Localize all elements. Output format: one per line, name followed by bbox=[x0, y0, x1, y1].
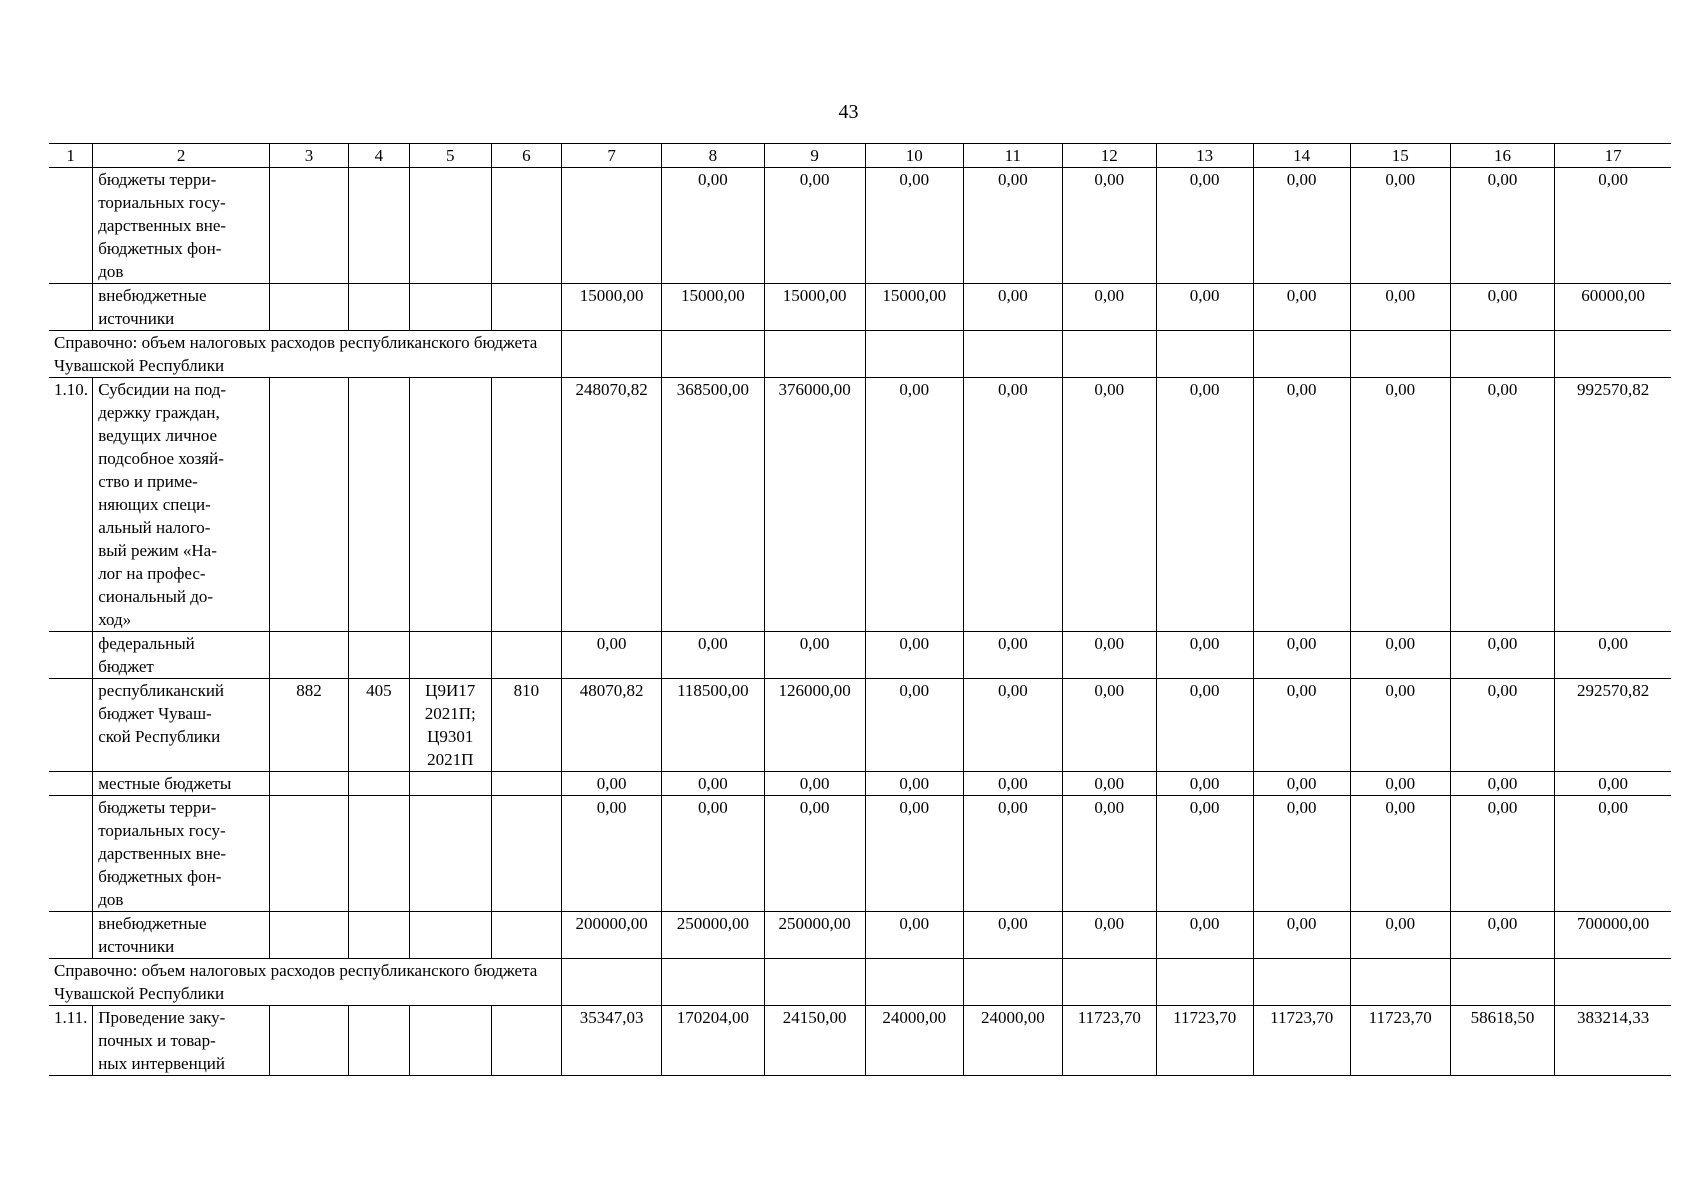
value-cell: 0,00 bbox=[1450, 284, 1554, 331]
value-cell bbox=[1156, 331, 1253, 378]
value-cell: 15000,00 bbox=[562, 284, 662, 331]
value-cell: 0,00 bbox=[1450, 378, 1554, 632]
value-cell: 0,00 bbox=[1450, 772, 1554, 796]
value-cell: 0,00 bbox=[764, 168, 865, 284]
vr-code-cell bbox=[491, 632, 561, 679]
csr-code-cell bbox=[409, 284, 491, 331]
value-cell bbox=[662, 331, 764, 378]
csr-code-cell bbox=[409, 632, 491, 679]
column-header-12: 12 bbox=[1062, 144, 1156, 168]
column-header-3: 3 bbox=[270, 144, 349, 168]
value-cell: 0,00 bbox=[1450, 912, 1554, 959]
budget-table bbox=[49, 143, 1671, 1076]
vr-code-cell bbox=[491, 1006, 561, 1076]
vr-code-cell bbox=[491, 796, 561, 912]
table-row bbox=[49, 912, 1671, 959]
table-row bbox=[49, 331, 1671, 378]
column-header-11: 11 bbox=[963, 144, 1062, 168]
value-cell bbox=[1062, 959, 1156, 1006]
value-cell: 0,00 bbox=[1156, 912, 1253, 959]
row-name-cell: Проведение заку- почных и товар- ных интервенций bbox=[93, 1006, 270, 1076]
value-cell: 248070,82 bbox=[562, 378, 662, 632]
value-cell: 0,00 bbox=[963, 772, 1062, 796]
value-cell bbox=[1253, 959, 1350, 1006]
value-cell bbox=[1555, 959, 1671, 1006]
value-cell: 0,00 bbox=[1062, 632, 1156, 679]
table-row bbox=[49, 1006, 1671, 1076]
csr-code-cell bbox=[409, 168, 491, 284]
value-cell bbox=[865, 331, 963, 378]
row-number-cell bbox=[49, 796, 93, 912]
value-cell: 0,00 bbox=[963, 284, 1062, 331]
column-header-14: 14 bbox=[1253, 144, 1350, 168]
value-cell: 0,00 bbox=[1555, 632, 1671, 679]
value-cell: 0,00 bbox=[1156, 378, 1253, 632]
gr-code-cell bbox=[270, 1006, 349, 1076]
value-cell: 0,00 bbox=[963, 796, 1062, 912]
value-cell: 0,00 bbox=[865, 168, 963, 284]
value-cell: 126000,00 bbox=[764, 679, 865, 772]
value-cell: 0,00 bbox=[1062, 796, 1156, 912]
value-cell: 0,00 bbox=[562, 632, 662, 679]
value-cell bbox=[1062, 331, 1156, 378]
reference-note-cell: Справочно: объем налоговых расходов республиканского бюджета Чувашской Республики bbox=[49, 959, 562, 1006]
csr-code-cell bbox=[409, 772, 491, 796]
row-name-cell: республиканский бюджет Чуваш- ской Республики bbox=[93, 679, 270, 772]
value-cell bbox=[764, 959, 865, 1006]
column-header-8: 8 bbox=[662, 144, 764, 168]
rz-pr-code-cell bbox=[348, 912, 409, 959]
value-cell: 0,00 bbox=[1350, 912, 1450, 959]
value-cell: 0,00 bbox=[1350, 378, 1450, 632]
column-header-13: 13 bbox=[1156, 144, 1253, 168]
value-cell: 0,00 bbox=[1350, 679, 1450, 772]
value-cell: 15000,00 bbox=[662, 284, 764, 331]
value-cell: 0,00 bbox=[865, 679, 963, 772]
table-row bbox=[49, 378, 1671, 632]
value-cell bbox=[1253, 331, 1350, 378]
value-cell: 24150,00 bbox=[764, 1006, 865, 1076]
value-cell: 0,00 bbox=[1350, 772, 1450, 796]
value-cell: 368500,00 bbox=[662, 378, 764, 632]
value-cell bbox=[1450, 959, 1554, 1006]
row-number-cell: 1.11. bbox=[49, 1006, 93, 1076]
page-number: 43 bbox=[838, 101, 859, 123]
value-cell: 0,00 bbox=[1156, 632, 1253, 679]
value-cell: 0,00 bbox=[1350, 284, 1450, 331]
value-cell: 118500,00 bbox=[662, 679, 764, 772]
value-cell: 24000,00 bbox=[963, 1006, 1062, 1076]
rz-pr-code-cell bbox=[348, 284, 409, 331]
column-header-17: 17 bbox=[1555, 144, 1671, 168]
value-cell: 0,00 bbox=[963, 912, 1062, 959]
vr-code-cell bbox=[491, 284, 561, 331]
value-cell bbox=[1350, 959, 1450, 1006]
value-cell: 58618,50 bbox=[1450, 1006, 1554, 1076]
value-cell: 0,00 bbox=[963, 168, 1062, 284]
value-cell: 0,00 bbox=[1253, 912, 1350, 959]
value-cell: 0,00 bbox=[1253, 632, 1350, 679]
rz-pr-code-cell bbox=[348, 378, 409, 632]
column-header-9: 9 bbox=[764, 144, 865, 168]
gr-code-cell bbox=[270, 632, 349, 679]
column-header-7: 7 bbox=[562, 144, 662, 168]
value-cell: 0,00 bbox=[1555, 772, 1671, 796]
row-name-cell: бюджеты терри- ториальных госу- дарственных вне- бюджетных фон- дов bbox=[93, 168, 270, 284]
row-name-cell: местные бюджеты bbox=[93, 772, 270, 796]
value-cell bbox=[963, 959, 1062, 1006]
reference-note-cell: Справочно: объем налоговых расходов республиканского бюджета Чувашской Республики bbox=[49, 331, 562, 378]
value-cell bbox=[1555, 331, 1671, 378]
vr-code-cell bbox=[491, 168, 561, 284]
value-cell: 0,00 bbox=[662, 168, 764, 284]
gr-code-cell bbox=[270, 912, 349, 959]
gr-code-cell: 882 bbox=[270, 679, 349, 772]
gr-code-cell bbox=[270, 168, 349, 284]
value-cell: 0,00 bbox=[764, 796, 865, 912]
value-cell: 11723,70 bbox=[1350, 1006, 1450, 1076]
value-cell: 35347,03 bbox=[562, 1006, 662, 1076]
value-cell: 992570,82 bbox=[1555, 378, 1671, 632]
value-cell: 0,00 bbox=[1156, 679, 1253, 772]
row-name-cell: федеральный бюджет bbox=[93, 632, 270, 679]
value-cell: 15000,00 bbox=[865, 284, 963, 331]
row-number-cell: 1.10. bbox=[49, 378, 93, 632]
value-cell: 376000,00 bbox=[764, 378, 865, 632]
value-cell: 11723,70 bbox=[1253, 1006, 1350, 1076]
row-number-cell bbox=[49, 632, 93, 679]
csr-code-cell bbox=[409, 1006, 491, 1076]
value-cell: 0,00 bbox=[1450, 168, 1554, 284]
value-cell: 0,00 bbox=[662, 772, 764, 796]
value-cell: 0,00 bbox=[963, 378, 1062, 632]
value-cell: 0,00 bbox=[963, 632, 1062, 679]
column-header-5: 5 bbox=[409, 144, 491, 168]
value-cell: 0,00 bbox=[865, 912, 963, 959]
value-cell: 0,00 bbox=[1350, 632, 1450, 679]
row-name-cell: Субсидии на под- держку граждан, ведущих личное подсобное хозяй- ство и приме- няющих специ- альный налого- вый режим «На- лог на профес- сиональный до- ход» bbox=[93, 378, 270, 632]
rz-pr-code-cell bbox=[348, 772, 409, 796]
column-header-6: 6 bbox=[491, 144, 561, 168]
value-cell: 15000,00 bbox=[764, 284, 865, 331]
value-cell: 200000,00 bbox=[562, 912, 662, 959]
value-cell: 0,00 bbox=[1062, 772, 1156, 796]
rz-pr-code-cell bbox=[348, 632, 409, 679]
row-name-cell: внебюджетные источники bbox=[93, 912, 270, 959]
value-cell: 0,00 bbox=[865, 772, 963, 796]
column-header-16: 16 bbox=[1450, 144, 1554, 168]
value-cell: 0,00 bbox=[1555, 168, 1671, 284]
row-number-cell bbox=[49, 168, 93, 284]
value-cell: 0,00 bbox=[1062, 378, 1156, 632]
row-name-cell: внебюджетные источники bbox=[93, 284, 270, 331]
vr-code-cell bbox=[491, 912, 561, 959]
value-cell: 383214,33 bbox=[1555, 1006, 1671, 1076]
vr-code-cell bbox=[491, 378, 561, 632]
rz-pr-code-cell bbox=[348, 1006, 409, 1076]
value-cell: 24000,00 bbox=[865, 1006, 963, 1076]
rz-pr-code-cell bbox=[348, 796, 409, 912]
value-cell: 0,00 bbox=[1450, 796, 1554, 912]
value-cell: 0,00 bbox=[865, 796, 963, 912]
value-cell: 250000,00 bbox=[764, 912, 865, 959]
table-row bbox=[49, 284, 1671, 331]
vr-code-cell bbox=[491, 772, 561, 796]
table-row bbox=[49, 679, 1671, 772]
table-row bbox=[49, 632, 1671, 679]
value-cell: 0,00 bbox=[764, 772, 865, 796]
value-cell: 0,00 bbox=[1350, 796, 1450, 912]
csr-code-cell bbox=[409, 796, 491, 912]
value-cell: 0,00 bbox=[1156, 796, 1253, 912]
value-cell: 0,00 bbox=[963, 679, 1062, 772]
value-cell: 0,00 bbox=[1350, 168, 1450, 284]
value-cell bbox=[562, 168, 662, 284]
row-name-cell: бюджеты терри- ториальных госу- дарственных вне- бюджетных фон- дов bbox=[93, 796, 270, 912]
value-cell: 700000,00 bbox=[1555, 912, 1671, 959]
value-cell: 0,00 bbox=[1156, 772, 1253, 796]
csr-code-cell bbox=[409, 378, 491, 632]
gr-code-cell bbox=[270, 796, 349, 912]
value-cell: 0,00 bbox=[865, 378, 963, 632]
value-cell: 0,00 bbox=[1253, 168, 1350, 284]
gr-code-cell bbox=[270, 284, 349, 331]
value-cell: 170204,00 bbox=[662, 1006, 764, 1076]
value-cell: 60000,00 bbox=[1555, 284, 1671, 331]
value-cell bbox=[562, 959, 662, 1006]
value-cell: 0,00 bbox=[865, 632, 963, 679]
rz-pr-code-cell bbox=[348, 168, 409, 284]
value-cell bbox=[1156, 959, 1253, 1006]
value-cell: 0,00 bbox=[764, 632, 865, 679]
csr-code-cell: Ц9И17 2021П; Ц9301 2021П bbox=[409, 679, 491, 772]
value-cell: 0,00 bbox=[1253, 679, 1350, 772]
table-row bbox=[49, 772, 1671, 796]
value-cell: 48070,82 bbox=[562, 679, 662, 772]
value-cell: 250000,00 bbox=[662, 912, 764, 959]
column-header-10: 10 bbox=[865, 144, 963, 168]
value-cell: 11723,70 bbox=[1062, 1006, 1156, 1076]
value-cell: 11723,70 bbox=[1156, 1006, 1253, 1076]
value-cell bbox=[865, 959, 963, 1006]
row-number-cell bbox=[49, 679, 93, 772]
value-cell: 292570,82 bbox=[1555, 679, 1671, 772]
value-cell bbox=[1350, 331, 1450, 378]
value-cell: 0,00 bbox=[1450, 632, 1554, 679]
table-row bbox=[49, 959, 1671, 1006]
column-header-15: 15 bbox=[1350, 144, 1450, 168]
column-header-4: 4 bbox=[348, 144, 409, 168]
value-cell: 0,00 bbox=[562, 772, 662, 796]
row-number-cell bbox=[49, 772, 93, 796]
value-cell: 0,00 bbox=[1253, 284, 1350, 331]
value-cell: 0,00 bbox=[1253, 796, 1350, 912]
value-cell: 0,00 bbox=[1253, 378, 1350, 632]
value-cell: 0,00 bbox=[1253, 772, 1350, 796]
value-cell: 0,00 bbox=[1156, 284, 1253, 331]
value-cell: 0,00 bbox=[1062, 912, 1156, 959]
value-cell: 0,00 bbox=[1062, 284, 1156, 331]
table-row bbox=[49, 168, 1671, 284]
row-number-cell bbox=[49, 912, 93, 959]
value-cell: 0,00 bbox=[662, 632, 764, 679]
value-cell: 0,00 bbox=[1062, 168, 1156, 284]
value-cell bbox=[662, 959, 764, 1006]
table-row bbox=[49, 796, 1671, 912]
gr-code-cell bbox=[270, 772, 349, 796]
value-cell: 0,00 bbox=[662, 796, 764, 912]
column-header-1: 1 bbox=[49, 144, 93, 168]
value-cell: 0,00 bbox=[1450, 679, 1554, 772]
column-header-2: 2 bbox=[93, 144, 270, 168]
value-cell: 0,00 bbox=[562, 796, 662, 912]
rz-pr-code-cell: 405 bbox=[348, 679, 409, 772]
header-row bbox=[49, 144, 1671, 168]
value-cell bbox=[562, 331, 662, 378]
value-cell: 0,00 bbox=[1555, 796, 1671, 912]
value-cell bbox=[1450, 331, 1554, 378]
value-cell bbox=[963, 331, 1062, 378]
vr-code-cell: 810 bbox=[491, 679, 561, 772]
value-cell bbox=[764, 331, 865, 378]
gr-code-cell bbox=[270, 378, 349, 632]
row-number-cell bbox=[49, 284, 93, 331]
csr-code-cell bbox=[409, 912, 491, 959]
value-cell: 0,00 bbox=[1062, 679, 1156, 772]
value-cell: 0,00 bbox=[1156, 168, 1253, 284]
